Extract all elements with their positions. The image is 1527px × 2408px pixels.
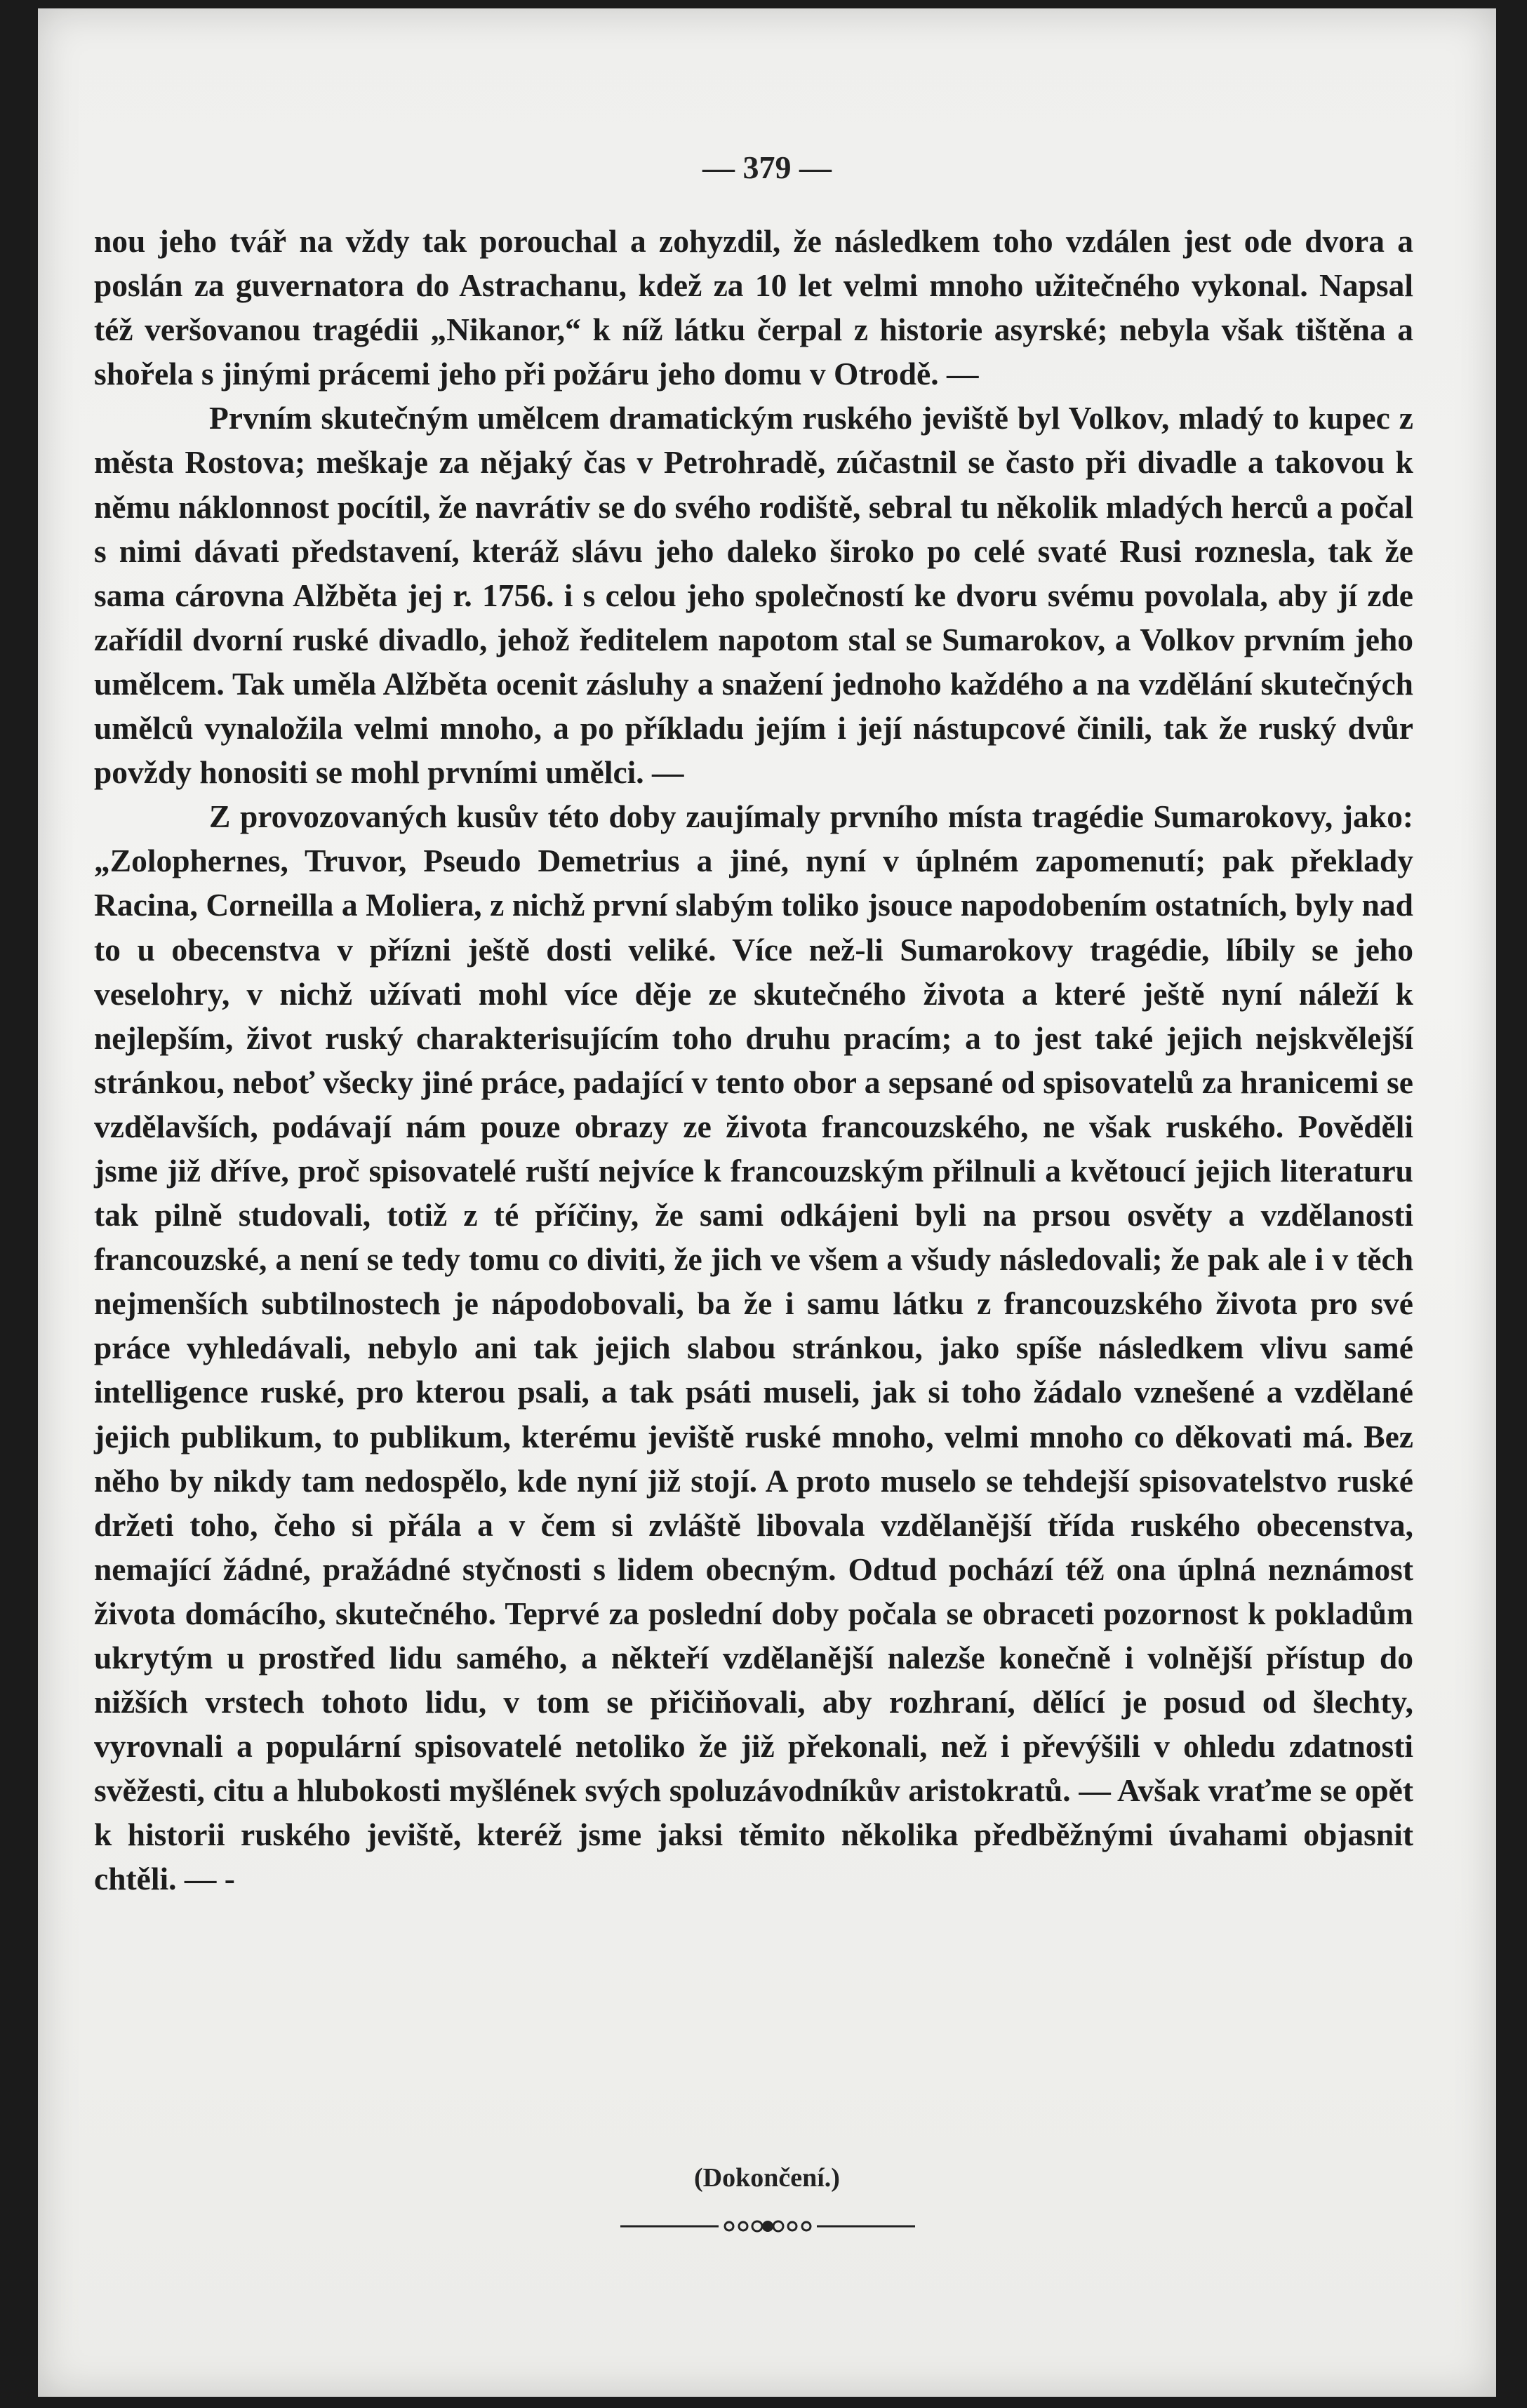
- body-text: [94, 219, 1413, 1901]
- document-page: [38, 8, 1496, 2397]
- paragraph-1: nou jeho tvář na vždy tak porouchal a zohyzdil, že následkem toho vzdálen jest ode dvora a poslán za guvernatora do Astrachanu, kdež za 10 let velmi mnoho užitečného vykonal. Napsal též veršovanou tragédii „Nikanor,“ k níž látku čerpal z historie asyrské; nebyla však tištěna a shořela s jinými prácemi jeho při požáru jeho domu v Otrodě. —: [94, 223, 1413, 392]
- ending-note: (Dokončení.): [694, 2163, 840, 2193]
- paragraph-2: Prvním skutečným umělcem dramatickým ruského jeviště byl Volkov, mladý to kupec z města Rostova; meškaje za nějaký čas v Petrohradě, zúčastnil se často při divadle a takovou k němu náklonnost pocítil, že navrátiv se do svého rodiště, sebral tu několik mladých herců a počal s nimi dávati představení, kteráž slávu jeho daleko široko po celé svaté Rusi roznesla, tak že sama cárovna Alžběta jej r. 1756. i s celou jeho společností ke dvoru svému povolala, aby jí zde zařídil dvorní ruské divadlo, jehož ředitelem napotom stal se Sumarokov, a Volkov prvním jeho umělcem. Tak uměla Alžběta ocenit zásluhy a snažení jednoho každého a na vzdělání skutečných umělců vynaložila velmi mnoho, a po příkladu jejím i její nástupcové činili, tak že ruský dvůr povždy honositi se mohl prvními umělci. —: [94, 400, 1413, 791]
- paragraph-3: Z provozovaných kusův této doby zaujímaly prvního místa tragédie Sumarokovy, jako: „Zolophernes, Truvor, Pseudo Demetrius a jiné, nyní v úplném zapomenutí; pak překlady Racina, Corneilla a Moliera, z nichž první slabým toliko jsouce napodobením ostatních, byly nad to u obecenstva v přízni ještě dosti veliké. Více než-li Sumarokovy tragédie, líbily se jeho veselohry, v nichž užívati mohl více děje ze skutečného života a které ještě nyní náleží k nejlepším, život ruský charakterisujícím toho druhu pracím; a to jest také jejich nejskvělejší stránkou, neboť všecky jiné práce, padající v tento obor a sepsané od spisovatelů za hranicemi se vzdělavších, podávají nám pouze obrazy ze života francouzského, ne však ruského. Pověděli jsme již dříve, proč spisovatelé ruští nejvíce k francouzským přilnuli a květoucí jejich literaturu tak pilně studovali, totiž z té příčiny, že sami odkájeni byli na prsou osvěty a vzdělanosti francouzské, a není se tedy tomu co diviti, že jich ve všem a všudy následovali; že pak ale i v těch nejmenších subtilnostech je nápodobovali, ba že i samu látku z francouzského života pro své práce vyhledávali, nebylo ani tak jejich slabou stránkou, jako spíše následkem vlivu samé intelligence ruské, pro kterou psali, a tak psáti museli, jak si toho žádalo vznešené a vzdělané jejich publikum, to publikum, kterému jeviště ruské mnoho, velmi mnoho co děkovati má. Bez něho by nikdy tam nedospělo, kde nyní již stojí. A proto muselo se tehdejší spisovatelstvo ruské držeti toho, čeho si přála a v čem si zvláště libovala vzdělanější třída ruského obecenstva, nemající žádné, pražádné styčnosti s lidem obecným. Odtud pochází též ona úplná neznámost života domácího, skutečného. Teprvé za poslední doby počala se obraceti pozornost k pokladům ukrytým u prostřed lidu samého, a někteří vzdělanější nalezše konečně i volnější přístup do nižších vrstech tohoto lidu, v tom se přičiňovali, aby rozhraní, dělící je posud od šlechty, vyrovnali a populární spisovatelé netoliko že již překonali, než i převýšili v ohledu zdatnosti svěžesti, citu a hlubokosti myšlének svých spoluzávodníkův aristokratů. — Avšak vraťme se opět k historii ruského jeviště, kteréž jsme jaksi těmito několika předběžnými úvahami objasnit chtěli. — -: [94, 798, 1413, 1897]
- page-number: — 379 —: [702, 149, 832, 185]
- decorative-divider-icon: [613, 2216, 922, 2237]
